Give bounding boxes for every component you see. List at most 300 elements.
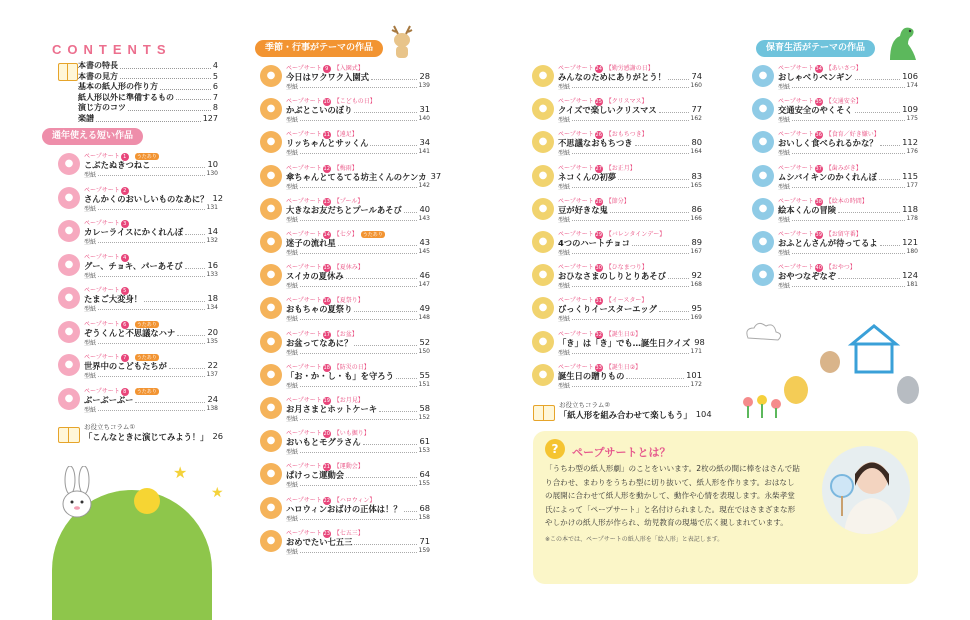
pattern-label: 型紙 (558, 283, 571, 291)
deer-illustration (388, 24, 416, 60)
column-1-label: お役立ちコラム① (84, 423, 136, 431)
song-badge: うたあり (136, 154, 157, 160)
pattern-label: 型紙 (778, 283, 791, 291)
entry-number: 20 (323, 431, 330, 438)
entry-page: 71 (419, 535, 430, 546)
pattern-page: 148 (418, 314, 430, 322)
story-entry[interactable] (752, 129, 918, 161)
entry-number: 33 (595, 364, 602, 371)
section-heading-seasonal: 季節・行事がテーマの作品 (255, 40, 383, 57)
contents-item[interactable] (78, 93, 218, 104)
pattern-page: 155 (418, 480, 430, 488)
character-thumbnail-icon: ● (752, 165, 774, 187)
entry-title: ぱけっこ運動会 (286, 470, 345, 481)
pattern-label: 型紙 (558, 150, 571, 158)
character-thumbnail-icon: ● (260, 497, 282, 519)
entry-number: 40 (815, 265, 822, 272)
entry-number: 35 (815, 99, 822, 106)
story-entry[interactable] (752, 96, 918, 128)
entry-page: 40 (419, 203, 430, 214)
character-thumbnail-icon: ● (752, 264, 774, 286)
entry-prefix: ペープサート (84, 387, 120, 395)
pattern-label: 型紙 (84, 272, 97, 280)
entry-title: 世界中のこどもたちが (84, 361, 167, 371)
entry-page: 22 (207, 360, 218, 370)
pattern-page: 175 (906, 115, 918, 123)
entry-number: 15 (323, 265, 330, 272)
entry-prefix: ペープサート (558, 330, 594, 338)
character-thumbnail-icon: ● (58, 187, 80, 209)
story-entry[interactable] (260, 196, 430, 228)
character-thumbnail-icon: ● (260, 264, 282, 286)
character-thumbnail-icon: ● (532, 297, 554, 319)
story-entry[interactable] (532, 63, 702, 95)
entry-prefix: ペープサート (558, 197, 594, 205)
story-entry[interactable] (58, 319, 218, 351)
pattern-page: 131 (206, 203, 218, 211)
entry-title: びっくりイースターエッグ (558, 304, 657, 315)
character-thumbnail-icon: ● (752, 65, 774, 87)
pattern-page: 152 (418, 414, 430, 421)
entry-event-tag: 【こどもの日】 (333, 98, 376, 106)
story-entry[interactable] (532, 329, 705, 361)
story-entry[interactable] (260, 461, 430, 493)
entry-page: 68 (419, 502, 430, 513)
entry-event-tag: 【勤労感謝の日】 (605, 65, 654, 72)
entry-page: 86 (691, 203, 702, 214)
entry-prefix: ペープサート (286, 330, 322, 338)
pattern-page: 158 (418, 513, 430, 521)
entry-event-tag: 【イースター】 (605, 297, 648, 305)
entry-title: 豆が好きな鬼 (558, 204, 608, 215)
character-thumbnail-icon: ● (58, 254, 80, 276)
entry-title: かぶとこいのぼり (286, 105, 353, 116)
entry-event-tag: 【いも掘り】 (333, 430, 370, 438)
entry-title: 絵本くんの冒険 (778, 204, 837, 215)
character-thumbnail-icon: ● (260, 98, 282, 120)
pattern-page: 178 (906, 214, 918, 222)
story-entry[interactable] (532, 196, 702, 228)
entry-title: おしゃべりペンギン (778, 72, 853, 82)
pattern-page: 135 (206, 337, 218, 345)
entry-page: 31 (419, 104, 430, 115)
entry-number: 14 (323, 232, 330, 238)
entry-title: 傘ちゃんとてるてる坊主くんのケンカ (286, 171, 427, 182)
contents-item[interactable] (78, 72, 218, 83)
entry-page: 52 (419, 336, 430, 347)
character-thumbnail-icon: ● (260, 331, 282, 353)
column-2-entry[interactable] (559, 409, 712, 421)
story-entry[interactable] (260, 96, 430, 128)
pattern-label: 型紙 (286, 416, 299, 423)
entry-title: カレーライスにかくれんぼ (84, 227, 184, 237)
story-entry[interactable] (58, 218, 218, 250)
pattern-label: 型紙 (558, 250, 571, 257)
pattern-label: 型紙 (286, 117, 299, 125)
story-entry[interactable] (532, 129, 702, 161)
entry-prefix: ペープサート (84, 320, 120, 328)
entry-event-tag: 【梅雨】 (333, 164, 358, 172)
book-icon (58, 63, 78, 81)
entry-event-tag: 【七夕】 (333, 231, 358, 238)
pattern-label: 型紙 (778, 150, 791, 158)
story-entry[interactable] (58, 352, 218, 384)
entry-title: 「き」は「き」でも…誕生日クイズ (558, 337, 691, 348)
info-note: ※この本では、ペープサートの紙人形を「絵人形」と表記します。 (545, 536, 724, 543)
entry-prefix: ペープサート (558, 231, 594, 238)
entry-event-tag: 【節分】 (605, 197, 630, 205)
character-thumbnail-icon: ● (260, 65, 282, 87)
character-thumbnail-icon: ● (752, 131, 774, 153)
entry-number: 39 (815, 232, 822, 238)
pattern-page: 132 (206, 237, 218, 244)
contents-item[interactable] (78, 114, 218, 125)
entry-title: さんかくのおいしいものなあに？ (84, 193, 209, 204)
entry-number: 2 (121, 187, 129, 195)
entry-title: おいもとモグラさん (286, 437, 361, 448)
entry-event-tag: 【お月見】 (333, 397, 364, 404)
entry-title: 誕生日の贈りもの (558, 370, 625, 381)
entry-prefix: ペープサート (286, 197, 322, 205)
character-thumbnail-icon: ● (752, 98, 774, 120)
entry-page: 37 (430, 170, 442, 181)
entry-title: 交通安全のやくそく (778, 105, 853, 116)
story-entry[interactable] (58, 151, 218, 183)
story-entry[interactable] (58, 285, 218, 317)
pattern-page: 130 (206, 170, 218, 177)
character-thumbnail-icon: ● (752, 231, 774, 253)
entry-title: 4つのハートチョコ (558, 238, 630, 248)
entry-title: お盆ってなあに？ (286, 337, 353, 348)
entry-title: 不思議なおもちつき (558, 138, 633, 149)
lightbulb-icon: ? (545, 439, 565, 459)
story-entry[interactable] (58, 185, 224, 217)
pattern-page: 134 (206, 304, 218, 311)
pattern-label: 型紙 (778, 84, 791, 91)
entry-title: おひなさまのしりとりあそび (558, 271, 666, 282)
entry-event-tag: 【運動会】 (333, 463, 364, 471)
pattern-page: 159 (418, 546, 430, 554)
entry-event-tag: 【お留守番】 (825, 231, 862, 238)
entry-prefix: ペープサート (286, 231, 322, 238)
entry-prefix: ペープサート (286, 297, 322, 305)
pattern-label: 型紙 (286, 548, 299, 556)
entry-event-tag: 【バレンタインデー】 (605, 231, 666, 238)
pattern-page: 172 (690, 380, 702, 388)
entry-page: 12 (212, 192, 224, 203)
character-thumbnail-icon: ● (532, 331, 554, 353)
pattern-label: 型紙 (286, 482, 299, 490)
entry-number: 22 (323, 497, 330, 504)
pattern-label: 型紙 (286, 183, 299, 191)
pattern-label: 型紙 (84, 373, 97, 380)
character-thumbnail-icon: ● (260, 364, 282, 386)
entry-number: 28 (595, 198, 602, 205)
entry-event-tag: 【誕生日②】 (605, 363, 642, 371)
pattern-page: 166 (690, 214, 702, 222)
pattern-label: 型紙 (84, 172, 97, 179)
entry-page: 89 (691, 237, 702, 247)
entry-event-tag: 【防災の日】 (333, 363, 370, 371)
character-thumbnail-icon: ● (532, 65, 554, 87)
column-book-icon (58, 427, 80, 443)
character-thumbnail-icon: ● (260, 297, 282, 319)
contents-item-page: 7 (212, 92, 218, 102)
contents-item[interactable] (78, 103, 218, 114)
pattern-label: 型紙 (778, 117, 791, 125)
entry-page: 18 (207, 293, 218, 303)
contents-item-page: 127 (202, 113, 218, 123)
entry-page: 92 (691, 270, 702, 281)
story-entry[interactable] (260, 329, 430, 361)
entry-prefix: ペープサート (84, 220, 120, 227)
story-entry[interactable] (532, 295, 702, 327)
pattern-label: 型紙 (286, 316, 299, 324)
entry-page: 10 (207, 159, 218, 169)
pattern-label: 型紙 (286, 250, 299, 257)
entry-title: おめでたい七五三 (286, 536, 353, 547)
entry-event-tag: 【ハロウィン】 (333, 496, 376, 504)
entry-prefix: ペープサート (558, 65, 594, 72)
entry-event-tag: 【おもちつき】 (605, 131, 648, 139)
pattern-label: 型紙 (286, 216, 299, 224)
entry-title: たまご大変身！ (84, 294, 143, 304)
entry-event-tag: 【お盆】 (333, 330, 358, 338)
pattern-label: 型紙 (84, 239, 97, 246)
pattern-page: 150 (418, 347, 430, 355)
pattern-label: 型紙 (778, 183, 791, 191)
pattern-label: 型紙 (286, 84, 299, 91)
entry-event-tag: 【プール】 (333, 197, 364, 205)
entry-prefix: ペープサート (286, 131, 322, 139)
story-entry[interactable] (752, 262, 918, 294)
animals-house-illustration (740, 320, 925, 420)
song-badge: うたあり (362, 232, 383, 238)
entry-event-tag: 【歯みがき】 (825, 164, 862, 172)
character-thumbnail-icon: ● (58, 220, 80, 242)
story-entry[interactable] (260, 63, 430, 95)
pattern-label: 型紙 (286, 382, 299, 390)
story-entry[interactable] (260, 395, 430, 427)
pattern-label: 型紙 (84, 406, 97, 414)
contents-item-title: 演じ方のコツ (78, 103, 126, 113)
entry-event-tag: 【お正月】 (605, 164, 636, 172)
entry-prefix: ペープサート (286, 529, 322, 537)
contents-item-title: 紙人形以外に準備するもの (78, 92, 174, 102)
character-thumbnail-icon: ● (58, 354, 80, 376)
entry-page: 109 (902, 104, 918, 115)
pattern-label: 型紙 (286, 349, 299, 357)
pattern-page: 167 (690, 248, 702, 255)
entry-page: 101 (686, 369, 702, 380)
entry-page: 16 (207, 259, 218, 270)
pattern-page: 143 (418, 214, 430, 222)
entry-title: 迷子の流れ星 (286, 238, 336, 248)
entry-title: ぶーぶーぶー (84, 394, 134, 405)
story-entry[interactable] (260, 129, 430, 161)
entry-title: ハロウィンおばけの正体は！？ (286, 503, 402, 514)
story-entry[interactable] (260, 362, 430, 394)
story-entry[interactable] (532, 163, 702, 195)
story-entry[interactable] (752, 163, 918, 195)
character-thumbnail-icon: ● (260, 463, 282, 485)
entry-title: みんなのためにありがとう！ (558, 72, 666, 82)
entry-prefix: ペープサート (286, 430, 322, 438)
song-badge: うたあり (136, 355, 157, 361)
entry-prefix: ペープサート (558, 131, 594, 139)
entry-title: リッちゃんとサッくん (286, 138, 369, 149)
pattern-label: 型紙 (558, 84, 571, 91)
entry-page: 58 (419, 403, 430, 413)
story-entry[interactable] (752, 63, 918, 95)
entry-event-tag: 【七五三】 (333, 529, 364, 537)
entry-event-tag: 【遠足】 (333, 131, 358, 139)
contents-title: CONTENTS (52, 42, 172, 57)
entry-prefix: ペープサート (558, 264, 594, 272)
entry-page: 121 (902, 237, 918, 247)
story-entry[interactable] (752, 196, 918, 228)
sun-icon (134, 488, 160, 514)
story-entry[interactable] (260, 528, 430, 560)
pattern-page: 169 (690, 314, 702, 322)
story-entry[interactable] (260, 163, 442, 195)
character-thumbnail-icon: ● (532, 198, 554, 220)
story-entry[interactable] (260, 229, 430, 261)
entry-number: 3 (121, 220, 129, 228)
pattern-label: 型紙 (84, 205, 97, 213)
entry-page: 34 (419, 137, 430, 148)
story-entry[interactable] (260, 295, 430, 327)
entry-prefix: ペープサート (84, 253, 120, 261)
entry-title: おふとんさんが待ってるよ (778, 238, 878, 248)
column-2-title: 「紙人形を組み合わせて楽しもう」 (559, 410, 692, 420)
entry-event-tag: 【交通安全】 (825, 98, 862, 106)
contents-item-page: 8 (212, 103, 218, 113)
entry-page: 61 (419, 436, 430, 447)
character-thumbnail-icon: ● (58, 153, 80, 175)
entry-page: 20 (207, 326, 218, 337)
contents-item-page: 6 (212, 82, 218, 92)
entry-prefix: ペープサート (286, 463, 322, 471)
character-thumbnail-icon: ● (260, 231, 282, 253)
entry-title: こぶたぬきつねこ (84, 160, 151, 170)
story-entry[interactable] (752, 229, 918, 261)
entry-prefix: ペープサート (84, 186, 120, 194)
entry-prefix: ペープサート (558, 98, 594, 106)
entry-prefix: ペープサート (558, 297, 594, 305)
contents-item-title: 基本の紙人形の作り方 (78, 82, 158, 92)
story-entry[interactable] (532, 229, 702, 261)
pattern-page: 168 (690, 281, 702, 289)
entry-prefix: ペープサート (778, 131, 814, 139)
info-body: 「うちわ型の紙人形劇」のことをいいます。2枚の紙の間に棒をはさんで貼り合わせ、まわりをうちわ型に切り抜いて、紙人形を作ります。おはなしの展開に合わせて紙人形を動かして、動作や心情を表現します。永柴孝堂氏によって「ペープサート」と名付けられました。現在ではさまざまな形やしかけの紙人形が作られ、幼児教育の現場で広く親しまれています。 (545, 464, 800, 528)
entry-prefix: ペープサート (778, 264, 814, 272)
story-entry[interactable] (532, 96, 702, 128)
pattern-label: 型紙 (286, 150, 299, 158)
contents-item-title: 楽譜 (78, 113, 94, 123)
entry-number: 27 (595, 165, 602, 172)
entry-number: 32 (595, 331, 602, 338)
character-thumbnail-icon: ● (58, 388, 80, 410)
entry-number: 26 (595, 132, 602, 139)
pattern-page: 181 (906, 281, 918, 289)
pattern-label: 型紙 (778, 216, 791, 224)
character-thumbnail-icon: ● (58, 321, 80, 343)
character-thumbnail-icon: ● (532, 98, 554, 120)
contents-item-title: 本書の見方 (78, 71, 118, 81)
entry-number: 18 (323, 364, 330, 371)
song-badge: うたあり (136, 388, 157, 395)
entry-page: 46 (419, 270, 430, 281)
entry-page: 80 (691, 137, 702, 148)
character-thumbnail-icon: ● (532, 364, 554, 386)
pattern-page: 137 (206, 371, 218, 378)
pattern-label: 型紙 (558, 316, 571, 324)
character-thumbnail-icon: ● (260, 131, 282, 153)
entry-number: 34 (815, 66, 822, 72)
character-thumbnail-icon: ● (260, 165, 282, 187)
entry-page: 14 (207, 226, 218, 236)
contents-item[interactable] (78, 82, 218, 93)
entry-number: 31 (595, 298, 602, 305)
pattern-page: 139 (418, 82, 430, 89)
pattern-label: 型紙 (558, 349, 571, 357)
entry-event-tag: 【絵本の時間】 (825, 197, 868, 205)
story-entry[interactable] (260, 428, 430, 460)
contents-item[interactable] (78, 61, 218, 72)
dinosaur-illustration (886, 22, 920, 62)
story-entry[interactable] (260, 262, 430, 294)
entry-page: 64 (419, 469, 430, 480)
story-entry[interactable] (532, 262, 702, 294)
character-thumbnail-icon: ● (260, 198, 282, 220)
pattern-label: 型紙 (286, 515, 299, 523)
character-thumbnail-icon: ● (532, 264, 554, 286)
character-thumbnail-icon: ● (532, 165, 554, 187)
pattern-page: 133 (206, 270, 218, 278)
entry-title: おやつなぞなぞ (778, 271, 837, 282)
column-1-title: 「こんなときに演じてみよう！」 (84, 432, 209, 442)
character-thumbnail-icon: ● (260, 397, 282, 419)
story-entry[interactable] (260, 495, 430, 527)
entry-prefix: ペープサート (286, 98, 322, 106)
column-2-page: 104 (695, 409, 712, 419)
entry-number: 13 (323, 198, 330, 205)
story-entry[interactable] (532, 362, 702, 394)
entry-event-tag: 【夏休み】 (333, 264, 364, 272)
column-1-entry[interactable] (84, 431, 224, 443)
entry-prefix: ペープサート (286, 264, 322, 272)
entry-title: ぞうくんと不思議なハナ (84, 327, 176, 338)
entry-prefix: ペープサート (778, 197, 814, 205)
story-entry[interactable] (58, 386, 218, 418)
entry-page: 106 (902, 71, 918, 81)
entry-page: 74 (691, 71, 702, 81)
entry-title: 大きなお友だちとプールあそび (286, 204, 402, 215)
character-thumbnail-icon: ● (532, 131, 554, 153)
entry-event-tag: 【入園式】 (333, 65, 364, 72)
story-entry[interactable] (58, 252, 218, 284)
entry-prefix: ペープサート (286, 397, 322, 404)
entry-number: 5 (121, 287, 129, 295)
entry-prefix: ペープサート (558, 164, 594, 172)
pattern-page: 164 (690, 148, 702, 156)
entry-title: ムシバイキンのかくれんぼ (778, 171, 877, 182)
column-2-label: お役立ちコラム② (559, 401, 611, 409)
entry-event-tag: 【夏祭り】 (333, 297, 364, 305)
entry-page: 115 (902, 170, 918, 181)
entry-event-tag: 【クリスマス】 (605, 98, 648, 106)
